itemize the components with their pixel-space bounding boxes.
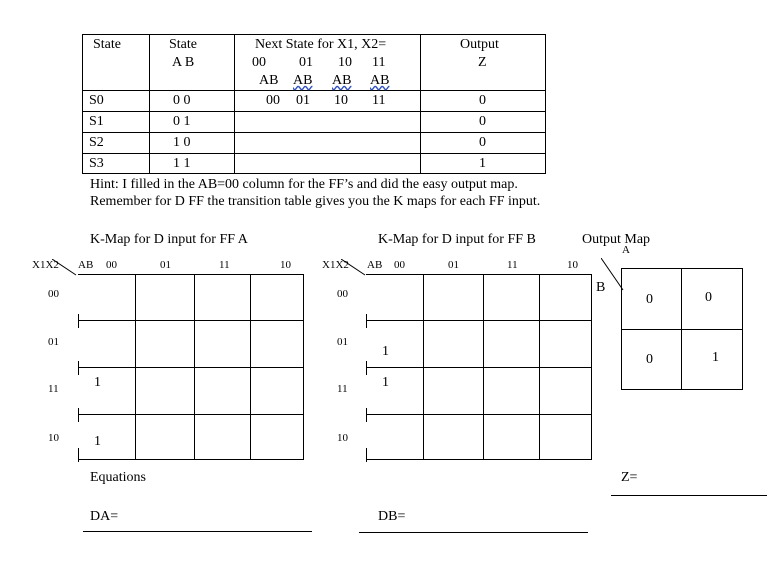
equation-z-label: Z=: [621, 470, 638, 485]
header-input-10: 10: [338, 55, 352, 70]
header-ab-01: AB: [293, 73, 313, 88]
header-input-01: 01: [299, 55, 313, 70]
header-state: State: [93, 37, 121, 52]
header-output: Output: [460, 37, 499, 52]
grid-line: [366, 459, 592, 460]
grid-tick: [366, 408, 367, 422]
kmap-a-grid: [78, 274, 304, 460]
equation-db-line[interactable]: [359, 532, 588, 533]
output-cell-00: 0: [646, 292, 653, 307]
header-ab-11: AB: [370, 73, 390, 88]
kmap-a-row-01: 01: [48, 336, 59, 348]
kmap-b-col-11: 11: [507, 259, 518, 271]
kmap-a-cell-11-00: 1: [94, 375, 101, 390]
kmap-b-row-01: 01: [337, 336, 348, 348]
grid-line: [483, 274, 484, 460]
kmap-b-row-11: 11: [337, 383, 348, 395]
grid-line: [78, 367, 304, 368]
equations-label: Equations: [90, 470, 146, 485]
row-state-s0: S0: [89, 93, 104, 108]
kmap-b-cell-11-00: 1: [382, 375, 389, 390]
row-state-s3: S3: [89, 156, 104, 171]
output-map-label-a: A: [622, 244, 630, 256]
grid-line: [78, 414, 304, 415]
grid-line: [366, 367, 592, 368]
row-z-s2: 0: [479, 135, 486, 150]
row-divider: [82, 153, 546, 154]
grid-line: [135, 274, 136, 460]
grid-tick: [366, 314, 367, 328]
output-cell-11: 1: [712, 350, 719, 365]
kmap-b-grid: [366, 274, 592, 460]
kmap-b-col-00: 00: [394, 259, 405, 271]
grid-line: [539, 274, 540, 460]
equation-da-line[interactable]: [83, 531, 312, 532]
row-divider: [82, 90, 546, 91]
row-state-s1: S1: [89, 114, 104, 129]
row-state-s2: S2: [89, 135, 104, 150]
kmap-b-row-00: 00: [337, 288, 348, 300]
header-next-state: Next State for X1, X2=: [255, 37, 387, 52]
equation-da-label: DA=: [90, 509, 119, 524]
kmap-a-col-11: 11: [219, 259, 230, 271]
kmap-a-row-00: 00: [48, 288, 59, 300]
grid-tick: [78, 361, 79, 375]
grid-tick: [78, 408, 79, 422]
output-map-title: Output Map: [582, 232, 651, 247]
grid-line: [194, 274, 195, 460]
header-state-ab-1: State: [169, 37, 197, 52]
row-next-s0-11: 11: [372, 93, 386, 108]
hint-line-2: Remember for D FF the transition table gives you the K maps for each FF input.: [90, 194, 541, 209]
kmap-b-col-prefix: AB: [367, 259, 383, 271]
kmap-b-col-10: 10: [567, 259, 578, 271]
output-map-grid: [621, 268, 743, 390]
kmap-b-corner-diagonal: [341, 259, 367, 277]
grid-line: [591, 274, 592, 460]
grid-line: [303, 274, 304, 460]
grid-line: [621, 329, 743, 330]
header-state-ab-2: A B: [172, 55, 195, 70]
grid-line: [366, 274, 592, 275]
kmap-b-corner: X1X2: [322, 259, 349, 271]
grid-line: [78, 274, 304, 275]
row-z-s0: 0: [479, 93, 486, 108]
kmap-a-col-prefix: AB: [78, 259, 94, 271]
kmap-b-col-01: 01: [448, 259, 459, 271]
kmap-a-corner: X1X2: [32, 259, 59, 271]
kmap-a-row-10: 10: [48, 432, 59, 444]
kmap-a-cell-10-00: 1: [94, 434, 101, 449]
kmap-a-col-00: 00: [106, 259, 117, 271]
row-ab-s3: 1 1: [173, 156, 191, 171]
grid-line: [423, 274, 424, 460]
row-z-s1: 0: [479, 114, 486, 129]
kmap-b-row-10: 10: [337, 432, 348, 444]
grid-line: [366, 320, 592, 321]
kmap-a-col-01: 01: [160, 259, 171, 271]
row-ab-s0: 0 0: [173, 93, 191, 108]
hint-line-1: Hint: I filled in the AB=00 column for the FF’s and did the easy output map.: [90, 177, 518, 192]
kmap-b-cell-01-00: 1: [382, 344, 389, 359]
grid-line: [366, 414, 592, 415]
row-next-s0-01: 01: [296, 93, 310, 108]
row-z-s3: 1: [479, 156, 486, 171]
grid-tick: [366, 361, 367, 375]
output-map-label-b: B: [596, 280, 606, 295]
kmap-b-title: K-Map for D input for FF B: [378, 232, 536, 247]
header-input-00: 00: [252, 55, 266, 70]
kmap-a-row-11: 11: [48, 383, 59, 395]
grid-tick: [78, 448, 79, 462]
row-divider: [82, 111, 546, 112]
header-input-11: 11: [372, 55, 386, 70]
grid-line: [250, 274, 251, 460]
equation-db-label: DB=: [378, 509, 406, 524]
grid-line: [78, 320, 304, 321]
row-next-s0-00: 00: [266, 93, 280, 108]
grid-tick: [366, 448, 367, 462]
header-ab-10: AB: [332, 73, 352, 88]
output-cell-10: 0: [646, 352, 653, 367]
kmap-a-col-10: 10: [280, 259, 291, 271]
row-next-s0-10: 10: [334, 93, 348, 108]
state-table: [82, 34, 546, 174]
equation-z-line[interactable]: [611, 495, 767, 496]
row-ab-s2: 1 0: [173, 135, 191, 150]
grid-line: [78, 459, 304, 460]
output-cell-01: 0: [705, 290, 712, 305]
row-divider: [82, 132, 546, 133]
kmap-a-corner-diagonal: [52, 259, 78, 277]
header-ab-00: AB: [259, 73, 279, 88]
header-z: Z: [478, 55, 487, 70]
kmap-a-title: K-Map for D input for FF A: [90, 232, 248, 247]
grid-tick: [78, 314, 79, 328]
row-ab-s1: 0 1: [173, 114, 191, 129]
